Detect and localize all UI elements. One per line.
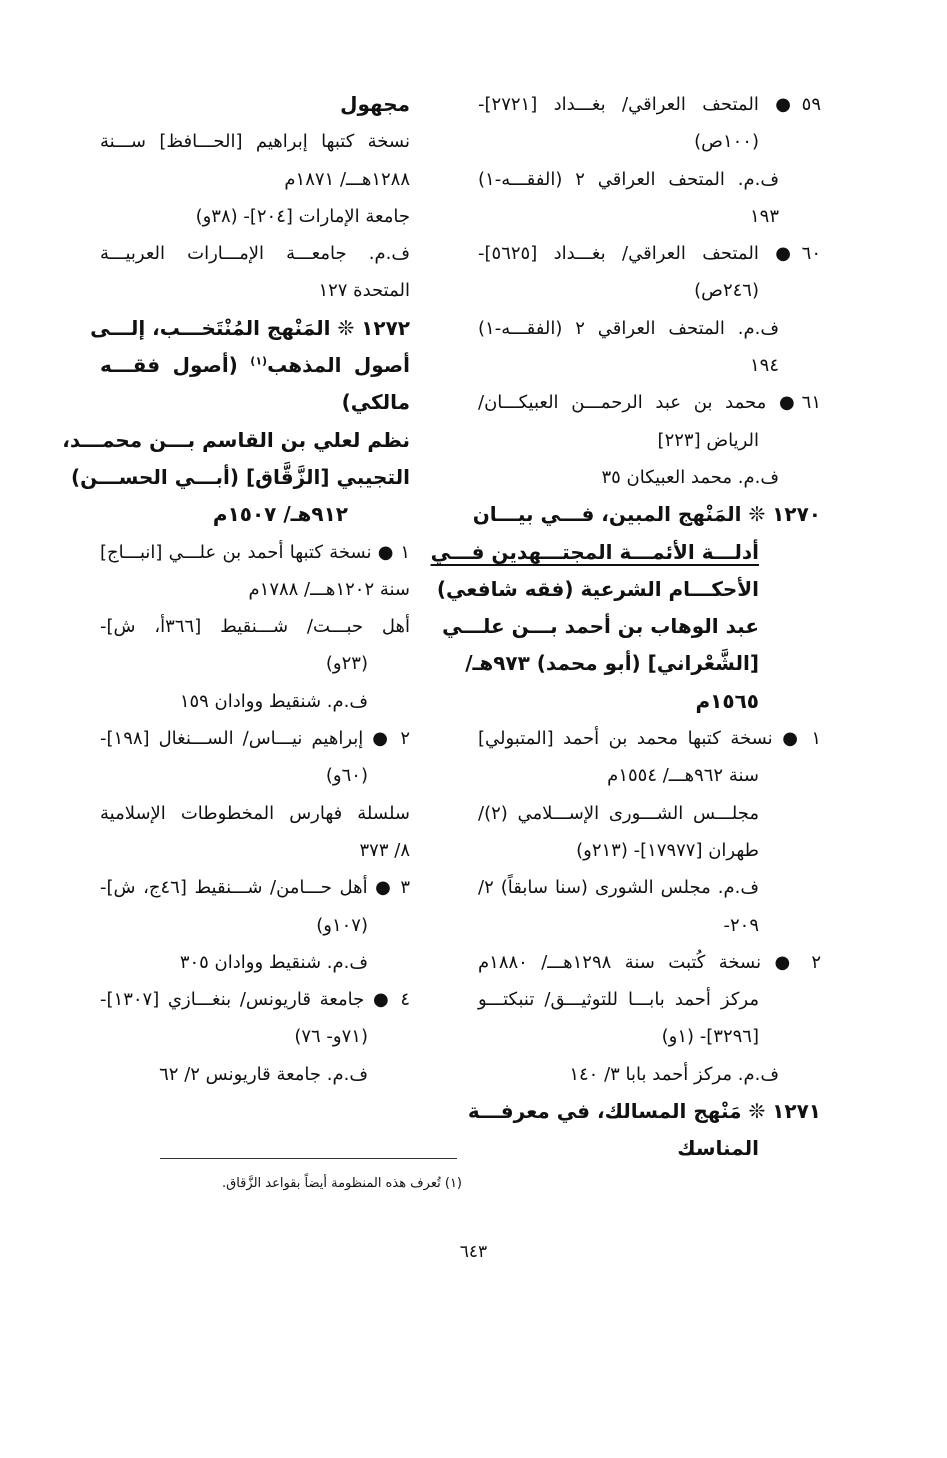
text-line — [478, 384, 821, 421]
text-line — [100, 161, 410, 198]
text-line — [100, 944, 410, 981]
text-line — [478, 757, 821, 794]
text-line — [100, 347, 410, 384]
line-text: ١٩٣ — [749, 205, 779, 227]
text-line — [100, 869, 410, 906]
line-text: الرياض [٢٢٣] — [657, 429, 759, 451]
line-text: (٦٠و) — [325, 765, 368, 787]
line-text: ١٢٧١ ❊ مَنْهج المسالك، في معرفـــة — [467, 1099, 821, 1124]
text-line — [478, 1018, 821, 1055]
text-line — [478, 869, 821, 906]
text-line — [100, 235, 410, 272]
text-line — [100, 496, 410, 533]
text-line — [100, 720, 410, 757]
line-text: طهران [١٧٩٧٧]- (٢١٣و) — [576, 839, 759, 861]
text-line — [100, 86, 410, 123]
text-line — [478, 272, 821, 309]
line-text: ١ ● نسخة كتبها أحمد بن علـــي [انبـــاج] — [100, 541, 410, 563]
line-text: ٣ ● أهل حـــامن/ شـــنقيط [٤٦ج، ش]- — [100, 877, 410, 899]
text-line — [467, 1093, 821, 1130]
text-line — [478, 161, 821, 198]
line-text: (٢٤٦ص) — [694, 280, 759, 302]
line-text-continued: (أصول فقـــه — [100, 353, 251, 378]
text-line — [100, 571, 410, 608]
line-text: ٢ ● إبراهيم نيـــاس/ الســـنغال [١٩٨]- — [100, 728, 410, 750]
line-text: أصول المذهب — [267, 353, 410, 378]
line-text: ف.م. مجلس الشورى (سنا سابقاً) ٢/ — [478, 877, 759, 899]
text-line — [100, 534, 410, 571]
line-text: التجيبي [الزَّقَّاق] (أبـــي الحســـن) — [71, 464, 410, 489]
line-text: ف.م. محمد العبيكان ٣٥ — [601, 466, 779, 488]
text-line — [478, 944, 821, 981]
line-text: (١٠٠ص) — [694, 131, 759, 153]
line-text: ١٢٧٠ ❊ المَنْهج المبين، فـــي بيـــان — [472, 502, 821, 527]
line-text: جامعة الإمارات [٢٠٤]- (٣٨و) — [195, 205, 410, 227]
text-line — [100, 198, 410, 235]
line-text: أهل حبـــت/ شـــنقيط [٣٦٦أ، ش]- — [100, 616, 410, 638]
footnote: (١) تُعرف هذه المنظومة أيضاً بقواعد الزَّقاق. — [222, 1176, 462, 1191]
text-line — [100, 757, 410, 794]
text-line — [100, 384, 410, 421]
line-text: سنة ١٢٠٢هـــ/ ١٧٨٨م — [248, 578, 410, 600]
text-line — [100, 981, 410, 1018]
line-text: المتحدة ١٢٧ — [318, 280, 410, 302]
text-line — [478, 198, 821, 235]
line-text: ٢٠٩- — [723, 914, 759, 936]
line-text: ٦١● محمد بن عبد الرحمـــن العبيكـــان/ — [478, 392, 821, 414]
line-text: (٧١و- ٧٦) — [294, 1026, 368, 1048]
text-line — [478, 123, 821, 160]
line-text: ٤ ● جامعة قاريونس/ بنغـــازي [١٣٠٧]- — [100, 989, 410, 1011]
text-line — [478, 235, 821, 272]
footnote-separator — [160, 1158, 457, 1159]
line-text: ف.م. مركز أحمد بابا ٣/ ١٤٠ — [569, 1063, 779, 1085]
line-text: ٨/ ٣٧٣ — [359, 839, 410, 861]
text-line — [100, 272, 410, 309]
text-line — [472, 496, 821, 533]
line-text: مجهول — [340, 92, 410, 116]
footnote-marker: (١) — [250, 354, 268, 368]
line-text: ١٢٧٢ ❊ المَنْهج المُنْتَخـــب، إلـــى — [90, 315, 410, 340]
text-line — [478, 832, 821, 869]
line-text: سلسلة فهارس المخطوطات الإسلامية — [100, 802, 410, 824]
text-line — [100, 832, 410, 869]
line-text: نسخة كتبها إبراهيم [الحـــافظ] ســـنة — [100, 131, 410, 153]
text-line — [100, 123, 410, 160]
text-line — [478, 683, 821, 720]
text-line — [478, 795, 821, 832]
text-line — [478, 981, 821, 1018]
line-text: ٩١٢هـ/ ١٥٠٧م — [212, 502, 348, 527]
page-number: ٦٤٣ — [459, 1242, 488, 1262]
text-line — [465, 645, 821, 682]
text-line — [478, 86, 821, 123]
text-line — [71, 459, 410, 496]
line-text: مجلـــس الشـــورى الإســـلامي (٢)/ — [478, 802, 759, 824]
left-column — [62, 86, 410, 1093]
line-text: ٦٠● المتحف العراقي/ بغـــداد [٥٦٢٥]- — [478, 243, 821, 265]
line-text: ف.م. شنقيط ووادان ١٥٩ — [179, 690, 368, 712]
line-text: نظم لعلي بن القاسم بـــن محمـــد، — [62, 427, 410, 452]
right-column — [430, 86, 821, 1168]
line-text: عبد الوهاب بن أحمد بـــن علـــي — [442, 614, 759, 639]
text-line — [436, 571, 821, 608]
line-text: (٢٣و) — [325, 653, 368, 675]
line-text: ١٩٤ — [749, 355, 779, 377]
text-line — [90, 310, 410, 347]
text-line — [478, 1130, 821, 1167]
line-text: مالكي) — [341, 390, 410, 415]
line-text: ٥٩● المتحف العراقي/ بغـــداد [٢٧٢١]- — [478, 94, 821, 115]
text-line — [100, 645, 410, 682]
text-line — [442, 608, 821, 645]
text-line — [100, 1056, 410, 1093]
text-line — [100, 608, 410, 645]
text-line — [478, 720, 821, 757]
text-line — [478, 422, 821, 459]
line-text: ١٢٨٨هـــ/ ١٨٧١م — [284, 168, 410, 190]
text-line — [100, 907, 410, 944]
line-text: [٣٢٩٦]- (١و) — [661, 1026, 759, 1048]
line-text: سنة ٩٦٢هـــ/ ١٥٥٤م — [607, 765, 759, 787]
text-line — [430, 534, 821, 571]
text-line — [100, 683, 410, 720]
line-text: ف.م. المتحف العراقي ٢ (الفقـــه-١) — [478, 317, 780, 339]
line-text: (١٠٧و) — [316, 914, 368, 936]
line-text: ٢ ● نسخة كُتبت سنة ١٢٩٨هـــ/ ١٨٨٠م — [478, 951, 821, 973]
line-text: ف.م. المتحف العراقي ٢ (الفقـــه-١) — [478, 168, 780, 190]
text-line — [478, 907, 821, 944]
line-text: مركز أحمد بابـــا للتوثيـــق/ تنبكتـــو — [478, 989, 759, 1011]
line-text: ١٥٦٥م — [695, 688, 759, 713]
text-line — [100, 795, 410, 832]
line-text: المناسك — [677, 1136, 759, 1161]
line-text: ف.م. جامعـــة الإمـــارات العربيـــة — [100, 243, 410, 265]
text-line — [478, 310, 821, 347]
text-line — [478, 347, 821, 384]
line-text: أدلـــة الأئمـــة المجتـــهدين فـــي — [430, 539, 759, 564]
text-line — [100, 1018, 410, 1055]
text-line — [62, 422, 410, 459]
line-text: ف.م. جامعة قاريونس ٢/ ٦٢ — [159, 1063, 368, 1085]
line-text: الأحكـــام الشرعية (فقه شافعي) — [436, 576, 759, 601]
line-text: [الشَّعْراني] (أبو محمد) ٩٧٣هـ/ — [465, 651, 759, 676]
line-text: ١ ● نسخة كتبها محمد بن أحمد [المتبولي] — [478, 728, 821, 750]
line-text: ف.م. شنقيط ووادان ٣٠٥ — [179, 951, 368, 973]
text-line — [478, 1056, 821, 1093]
text-line — [478, 459, 821, 496]
